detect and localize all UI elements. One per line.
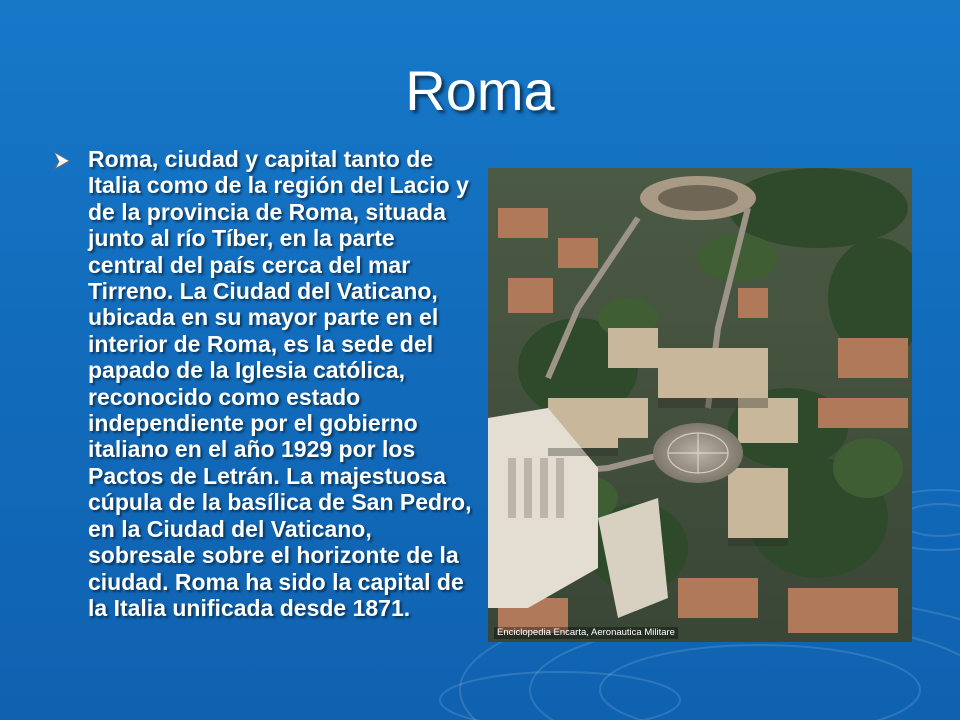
photo-credit: Enciclopedia Encarta, Aeronautica Militare [494, 627, 678, 639]
rome-aerial-photo [488, 168, 912, 642]
arrow-bullet-icon [52, 151, 72, 171]
slide-title: Roma [405, 59, 555, 122]
rome-aerial-image [488, 168, 912, 642]
bullet-text: Roma, ciudad y capital tanto de Italia como de la región del Lacio y de la provincia de Roma, situada junto al río Tíber, en la parte central del país cerca del mar Tirreno. La Ciudad del Vaticano, ubicada en su mayor parte en el interior de Roma, es la sede del papado de la Iglesia católica, reconocido como estado independiente por el gobierno italiano en el año 1929 por los Pactos de Letrán. La majestuosa cúpula de la basílica de San Pedro, en la Ciudad del Vaticano, sobresale sobre el horizonte de la ciudad. Roma ha sido la capital de la Italia unificada desde 1871. [88, 146, 472, 621]
